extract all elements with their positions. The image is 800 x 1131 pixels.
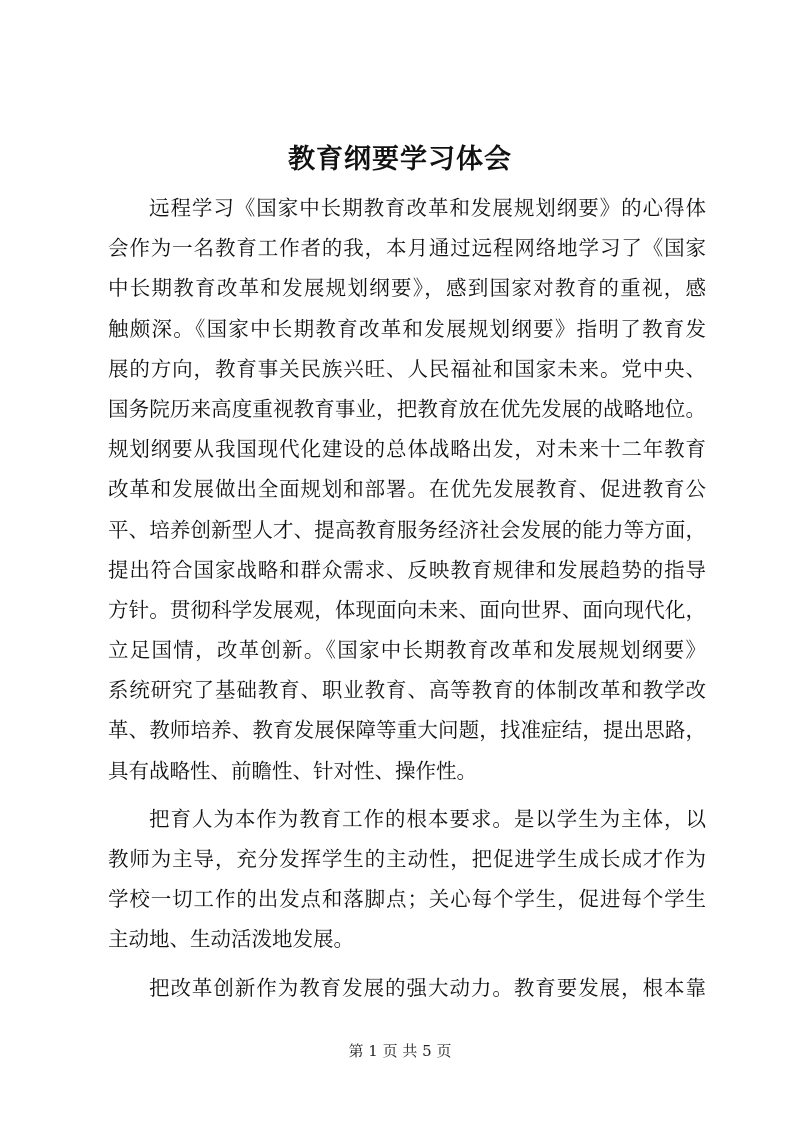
text-line: 方针。贯彻科学发展观，体现面向未来、面向世界、面向现代化， [108,597,706,622]
text-line: 把育人为本作为教育工作的根本要求。是以学生为主体，以 [149,806,706,831]
page-footer: 第 1 页 共 5 页 [348,1042,452,1060]
text-line: 会作为一名教育工作者的我，本月通过远程网络地学习了《国家 [108,236,706,261]
text-line: 学校一切工作的出发点和落脚点；关心每个学生，促进每个学生 [108,887,706,912]
text-line: 触颇深。《国家中长期教育改革和发展规划纲要》指明了教育发 [108,316,706,341]
text-line: 规划纲要从我国现代化建设的总体战略出发，对未来十二年教育 [108,437,706,462]
text-line: 革、教师培养、教育发展保障等重大问题，找准症结，提出思路， [108,718,706,743]
paragraph-3 [108,968,706,1008]
text-line: 教师为主导，充分发挥学生的主动性，把促进学生成长成才作为 [108,847,706,871]
text-line: 立足国情，改革创新。《国家中长期教育改革和发展规划纲要》 [108,638,706,663]
text-line: 提出符合国家战略和群众需求、反映教育规律和发展趋势的指导 [108,557,706,582]
text-line: 展的方向，教育事关民族兴旺、人民福祉和国家未来。党中央、 [108,356,706,381]
page-title: 教育纲要学习体会 [288,144,512,175]
document-body [108,188,706,1008]
text-line: 改革和发展做出全面规划和部署。在优先发展教育、促进教育公 [108,477,706,502]
text-line: 中长期教育改革和发展规划纲要》，感到国家对教育的重视，感 [108,276,706,301]
paragraph-1 [108,188,706,791]
paragraph-2 [108,799,706,960]
text-line: 具有战略性、前瞻性、针对性、操作性。 [108,758,477,783]
text-line: 把改革创新作为教育发展的强大动力。教育要发展，根本靠 [149,975,706,1000]
text-line: 国务院历来高度重视教育事业，把教育放在优先发展的战略地位。 [108,396,706,421]
text-line: 远程学习《国家中长期教育改革和发展规划纲要》的心得体 [149,196,706,220]
text-line: 系统研究了基础教育、职业教育、高等教育的体制改革和教学改 [108,678,706,703]
text-line: 平、培养创新型人才、提高教育服务经济社会发展的能力等方面， [108,517,706,542]
text-line: 主动地、生动活泼地发展。 [108,927,354,952]
